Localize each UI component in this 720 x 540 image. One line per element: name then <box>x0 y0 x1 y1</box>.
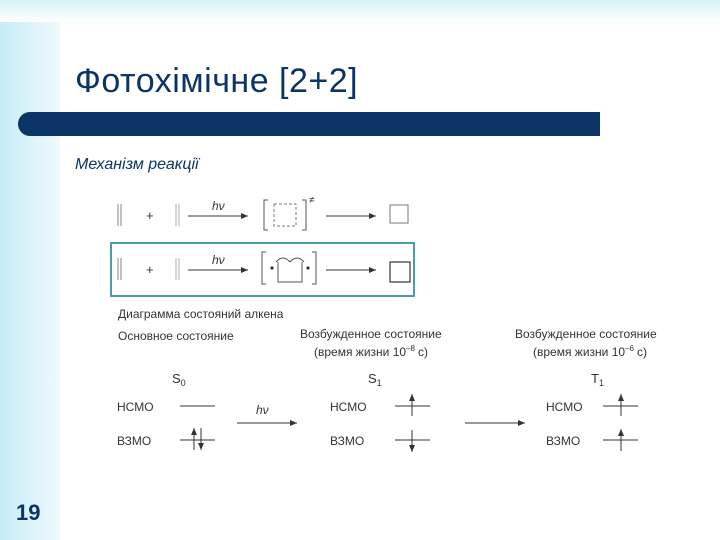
slide-title: Фотохімічне [2+2] <box>75 62 359 100</box>
nsmo-label: НСМО <box>330 400 367 414</box>
nsmo-label: НСМО <box>117 400 154 414</box>
lifetime-s1: (время жизни $10^{-8}$ с) <box>314 344 428 359</box>
bracket-right <box>312 252 316 284</box>
state-s0: $S_0$ <box>172 371 186 388</box>
state-s1: $S_1$ <box>368 371 382 388</box>
excited-state-t1-label: Возбужденное состояние <box>515 327 657 341</box>
hv-label: hν <box>212 253 225 267</box>
vzmo-label: ВЗМО <box>546 434 581 448</box>
excited-state-s1-label: Возбужденное состояние <box>300 327 442 341</box>
cyclobutane-product <box>390 262 410 282</box>
ground-state-label: Основное состояние <box>118 329 234 343</box>
bracket-left <box>264 200 268 230</box>
scheme-row-1 <box>118 195 408 230</box>
slide-subtitle: Механізм реакції <box>75 156 199 173</box>
diagram-heading: Диаграмма состояний алкена <box>118 307 284 321</box>
radical-dot <box>270 266 273 269</box>
cyclobutane-product <box>390 205 408 223</box>
transition-state-box <box>274 204 296 226</box>
vzmo-label: ВЗМО <box>117 434 152 448</box>
hv-label: hν <box>212 199 225 213</box>
biradical-intermediate <box>276 258 304 282</box>
bracket-left <box>262 252 266 284</box>
plus-sign: + <box>146 208 154 223</box>
page-number: 19 <box>16 500 41 525</box>
bracket-right <box>302 200 306 230</box>
lifetime-t1: (время жизни $10^{-6}$ с) <box>533 344 647 359</box>
nsmo-label: НСМО <box>546 400 583 414</box>
dagger-mark: ≠ <box>309 195 315 206</box>
scheme-row-2 <box>118 252 410 284</box>
state-t1: $T_1$ <box>591 371 604 388</box>
hv-excitation-label: hν <box>256 403 269 417</box>
radical-dot <box>306 266 309 269</box>
vzmo-label: ВЗМО <box>330 434 365 448</box>
plus-sign: + <box>146 262 154 277</box>
